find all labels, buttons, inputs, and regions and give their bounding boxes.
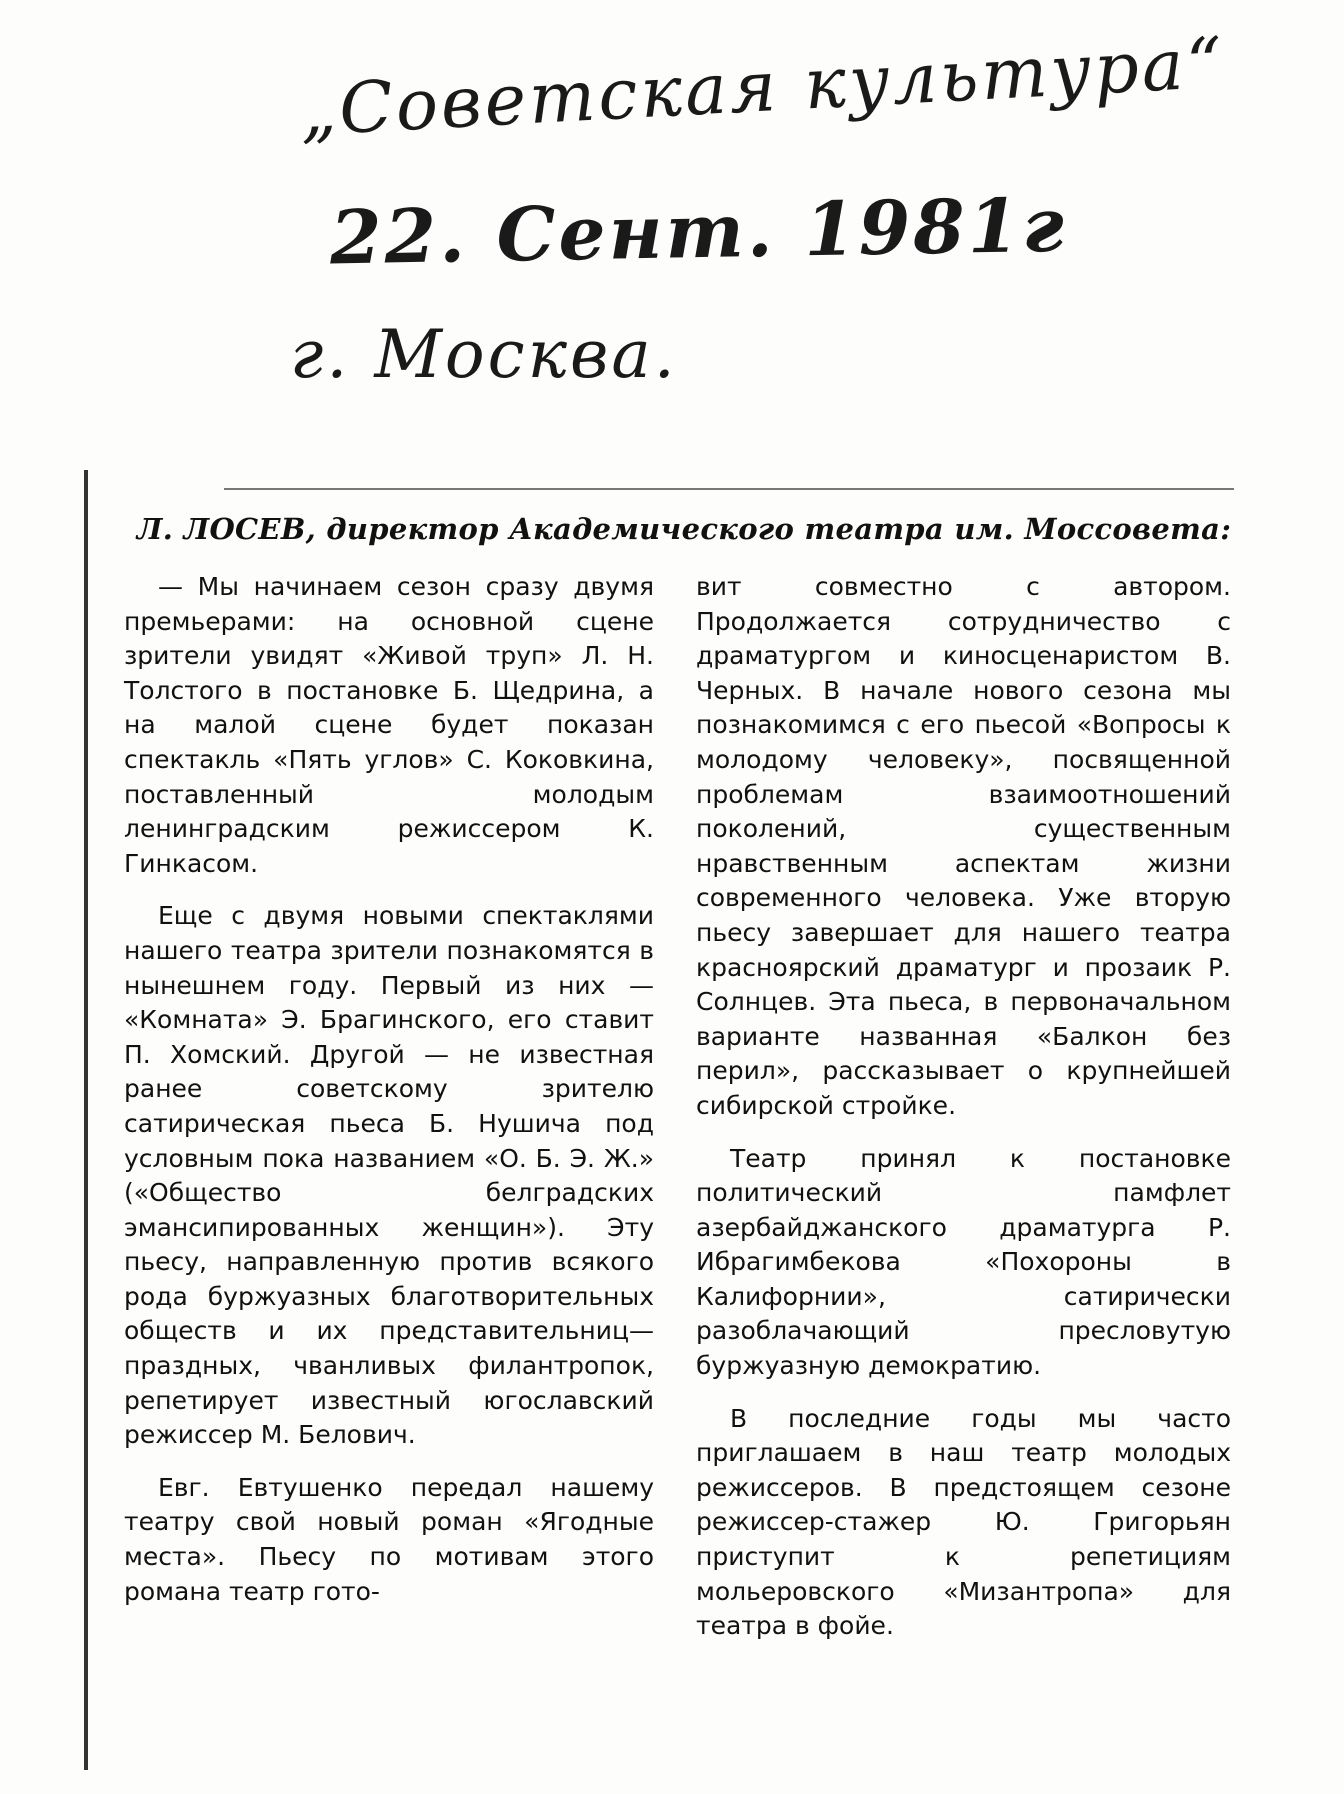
handwritten-note [290,21,1228,393]
clipping-top-rule [224,488,1234,490]
clipping-left-rule [84,470,88,1770]
right-paragraph-1: вит совместно с автором. Продолжается сотрудничество с драматургом и киносценаристом В. Черных. В начале нового сезона мы познакомимся с его пьесой «Вопросы к молодому человеку», посвященной проблемам взаимоотношений поколений, существенным нравственным аспектам жизни современного человека. Уже вторую пьесу завершает для нашего театра красноярский драматург и прозаик Р. Солнцев. Эта пьеса, в первоначальном варианте названная «Балкон без перил», рассказывает о крупнейшей сибирской стройке. [696,572,1231,1120]
handwritten-city: г. Москва. [290,316,678,393]
newspaper-clipping [84,470,1244,1770]
left-paragraph-3: Евг. Евтушенко передал нашему театру свой новый роман «Ягодные места». Пьесу по мотивам этого романа театр гото- [124,1472,654,1606]
article-left-column [124,570,654,1609]
right-paragraph-2: Театр принял к постановке политический памфлет азербайджанского драматурга Р. Ибрагимбекова «Похороны в Калифорнии», сатирически разоблачающий пресловутую буржуазную демократию. [696,1143,1231,1381]
handwritten-date: 22. Сент. 1981г [329,182,1068,282]
left-paragraph-2: Еще с двумя новыми спектаклями нашего театра зрители познакомятся в нынешнем году. Первый из них — «Комната» Э. Брагинского, его ставит П. Хомский. Другой — не известная ранее советскому зрителю сатирическая пьеса Б. Нушича под условным пока названием «О. Б. Э. Ж.» («Общество белградских эмансипированных женщин»). Эту пьесу, направленную против всякого рода буржуазных благотворительных обществ и их представительниц—праздных, чванливых филантропок, репетирует известный югославский режиссер М. Белович. [124,901,654,1450]
article-right-column [696,570,1231,1644]
right-paragraph-3: В последние годы мы часто приглашаем в наш театр молодых режиссеров. В предстоящем сезоне режиссер-стажер Ю. Григорьян приступит к репетициям мольеровского «Мизантропа» для театра в фойе. [696,1403,1231,1641]
left-paragraph-1: — Мы начинаем сезон сразу двумя премьерами: на основной сцене зрители увидят «Живой труп» Л. Н. Толстого в постановке Б. Щедрина, а на малой сцене будет показан спектакль «Пять углов» С. Коковкина, поставленный молодым ленинградским режиссером К. Гинкасом. [124,572,654,878]
article-headline: Л. ЛОСЕВ, директор Академического театра им. Моссовета: [136,512,1232,546]
handwritten-newspaper-title: „Советская культура“ [297,21,1228,152]
